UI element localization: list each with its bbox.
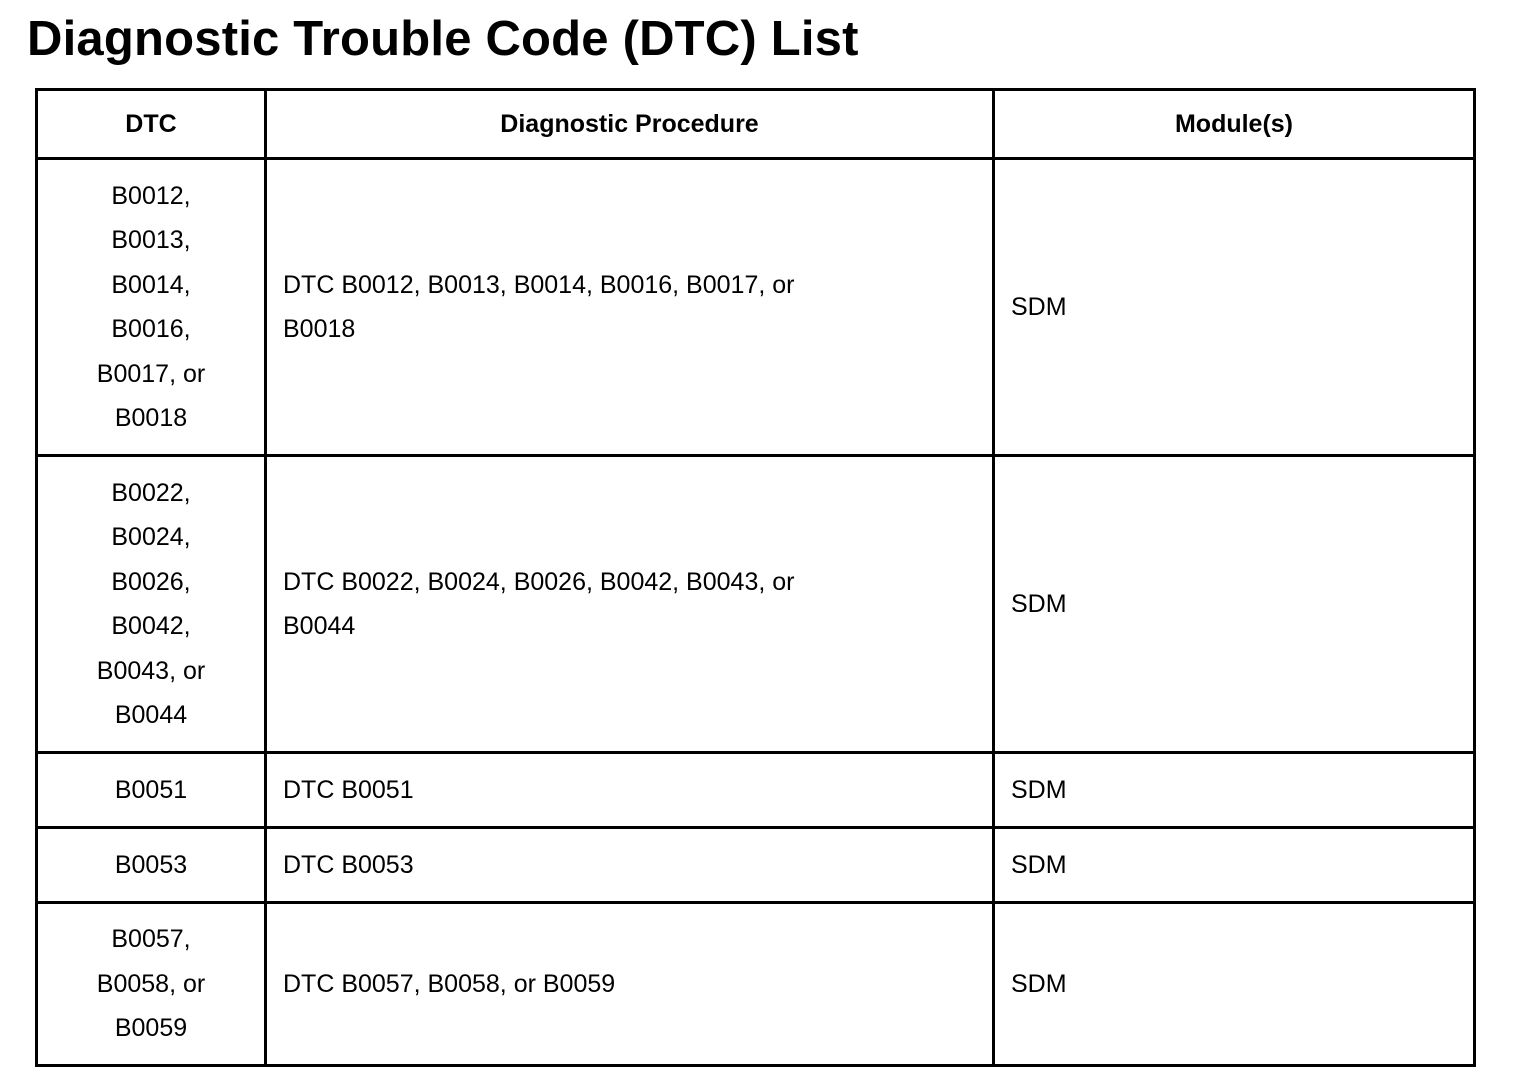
procedure-cell [266, 903, 994, 1066]
dtc-cell [37, 753, 266, 828]
dtc-code: B0053 [114, 850, 188, 879]
dtc-code: B0058, or [96, 969, 206, 998]
dtc-code: B0014, [111, 270, 191, 299]
dtc-code: B0017, or [96, 359, 206, 388]
table-row [37, 159, 1475, 456]
dtc-code: B0044 [114, 701, 188, 729]
procedure-cell [266, 753, 994, 828]
dtc-cell [37, 903, 266, 1066]
column-header-modules: Module(s) [994, 90, 1475, 159]
dtc-code: B0059 [114, 1014, 188, 1043]
dtc-code: B0018 [114, 404, 188, 432]
procedure-link[interactable]: DTC B0012, B0013, B0014, B0016, B0017, or B0018 [283, 270, 795, 343]
dtc-code: B0022, [111, 478, 191, 507]
table-header-row [37, 90, 1475, 159]
procedure-cell [266, 456, 994, 753]
dtc-code: B0051 [114, 775, 188, 804]
dtc-cell [37, 828, 266, 903]
column-header-dtc: DTC [37, 90, 266, 159]
dtc-code: B0026, [111, 567, 191, 596]
table-row [37, 456, 1475, 753]
module-cell: SDM [994, 159, 1475, 456]
procedure-link[interactable]: DTC B0022, B0024, B0026, B0042, B0043, or B0044 [283, 567, 795, 640]
table-body [37, 159, 1475, 1066]
module-cell: SDM [994, 828, 1475, 903]
dtc-code: B0057, [111, 925, 191, 954]
procedure-link[interactable]: DTC B0053 [283, 850, 414, 879]
dtc-code: B0013, [111, 226, 191, 254]
table-row [37, 903, 1475, 1066]
dtc-table [35, 88, 1476, 1067]
module-cell: SDM [994, 903, 1475, 1066]
dtc-code: B0024, [111, 523, 191, 551]
dtc-code: B0012, [111, 181, 191, 210]
table-row [37, 753, 1475, 828]
procedure-cell [266, 828, 994, 903]
table-row [37, 828, 1475, 903]
dtc-cell [37, 456, 266, 753]
dtc-code: B0016, [111, 315, 191, 343]
dtc-code: B0043, or [96, 656, 206, 685]
dtc-cell [37, 159, 266, 456]
table-header [37, 90, 1475, 159]
procedure-link[interactable]: DTC B0057, B0058, or B0059 [283, 969, 616, 998]
module-cell: SDM [994, 753, 1475, 828]
column-header-diagnostic-procedure: Diagnostic Procedure [266, 90, 994, 159]
procedure-link[interactable]: DTC B0051 [283, 775, 414, 804]
procedure-cell [266, 159, 994, 456]
module-cell: SDM [994, 456, 1475, 753]
page-title: Diagnostic Trouble Code (DTC) List [27, 12, 859, 66]
dtc-code: B0042, [111, 612, 191, 640]
